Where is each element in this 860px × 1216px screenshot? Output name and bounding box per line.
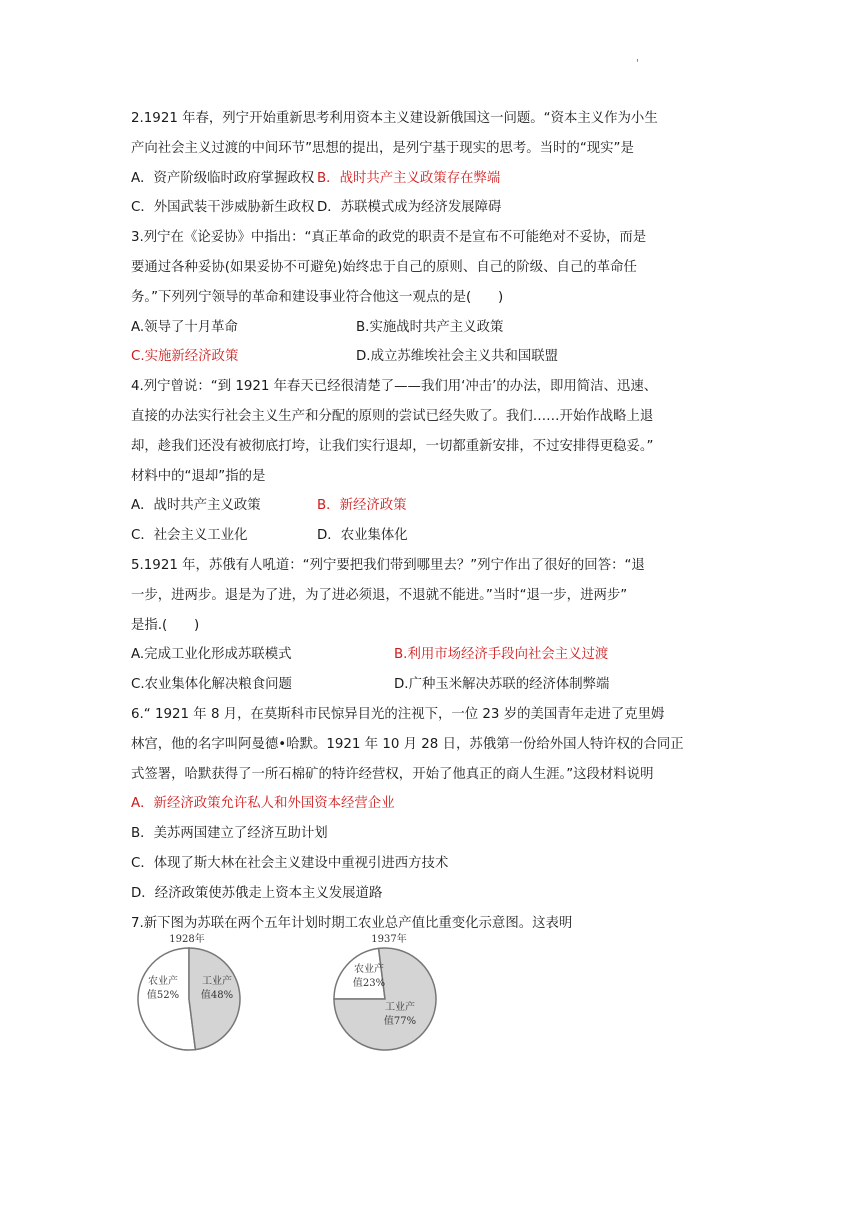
- question-text: 2.1921 年春，列宁开始重新思考利用资本主义建设新俄国这一问题。“资本主义作为小生: [131, 111, 658, 126]
- pie-slice-label: 值77%: [383, 1016, 417, 1027]
- option-b-answer: B．新经济政策: [317, 498, 407, 514]
- option-a: A.完成工业化形成苏联模式: [131, 647, 292, 663]
- pie-title: 1937年: [371, 934, 407, 945]
- question-text: 6.“ 1921 年 8 月，在莫斯科市民惊异目光的注视下，一位 23 岁的美国青年走进了克里姆: [131, 706, 665, 722]
- question-text: 7.新下图为苏联在两个五年计划时期工农业总产值比重变化示意图。这表明: [131, 915, 573, 931]
- pie-slice-label: 工业产: [385, 1002, 415, 1013]
- option-d: D．农业集体化: [317, 528, 408, 544]
- pie-charts: [131, 930, 451, 1060]
- option-a: A.领导了十月革命: [131, 319, 238, 335]
- options-row: [131, 342, 731, 372]
- option-c-answer: C.实施新经济政策: [131, 349, 239, 365]
- pie-slice-label: 值23%: [352, 978, 386, 989]
- option-b: B．美苏两国建立了经济互助计划: [131, 826, 328, 842]
- question-text: 3.列宁在《论妥协》中指出：“真正革命的政党的职责不是宣布不可能绝对不妥协，而是: [131, 230, 647, 246]
- option-c: C.农业集体化解决粮食问题: [131, 677, 292, 693]
- question-text: 务。”下列列宁领导的革命和建设事业符合他这一观点的是( ): [131, 289, 504, 305]
- options-row: [131, 313, 731, 343]
- pie-slice-label: 农业产: [148, 976, 178, 987]
- pie-slice-label: 工业产: [202, 976, 232, 987]
- option-d: D.广种玉米解决苏联的经济体制弊端: [394, 677, 610, 693]
- option-c: C．社会主义工业化: [131, 528, 248, 544]
- question-3: [131, 223, 731, 372]
- question-text: 5.1921 年，苏俄有人吼道：“列宁要把我们带到哪里去？”列宁作出了很好的回答：“退: [131, 557, 645, 573]
- options-row: [131, 670, 731, 700]
- option-b-answer: B．战时共产主义政策存在弊端: [317, 170, 501, 186]
- question-text: 材料中的“退却”指的是: [131, 468, 266, 484]
- options-row: [131, 193, 731, 223]
- pie-slice-label: 农业产: [354, 964, 384, 975]
- option-d: D．苏联模式成为经济发展障碍: [317, 200, 502, 216]
- option-a-answer: A．新经济政策允许私人和外国资本经营企业: [131, 796, 395, 812]
- question-text: 一步，进两步。退是为了进，为了进必须退，不退就不能进。”当时“退一步，进两步”: [131, 587, 628, 603]
- option-a: A．资产阶级临时政府掌握政权: [131, 170, 315, 186]
- option-d: D．经济政策使苏俄走上资本主义发展道路: [131, 885, 383, 901]
- question-text: 是指.( ): [131, 617, 200, 633]
- question-text: 直接的办法实行社会主义生产和分配的原则的尝试已经失败了。我们……开始作战略上退: [131, 408, 654, 424]
- question-2: [131, 104, 731, 223]
- option-a: A．战时共产主义政策: [131, 498, 261, 514]
- option-b-answer: B.利用市场经济手段向社会主义过渡: [394, 647, 609, 663]
- top-mark: ': [636, 58, 639, 69]
- question-text: 要通过各种妥协(如果妥协不可避免)始终忠于自己的原则、自己的阶级、自己的革命任: [131, 259, 637, 275]
- question-6: [131, 700, 731, 909]
- pie-charts-svg: [131, 930, 451, 1060]
- options-row: [131, 640, 731, 670]
- pie-slice-label: 值52%: [146, 990, 180, 1001]
- option-c: C．体现了斯大林在社会主义建设中重视引进西方技术: [131, 855, 449, 871]
- options-row: [131, 521, 731, 551]
- question-text: 式签署，哈默获得了一所石棉矿的特许经营权，开始了他真正的商人生涯。”这段材料说明: [131, 766, 654, 782]
- question-4: [131, 372, 731, 551]
- question-text: 林宫，他的名字叫阿曼德•哈默。1921 年 10 月 28 日，苏俄第一份给外国人特许权的合同正: [131, 736, 684, 752]
- options-row: [131, 164, 731, 194]
- pie-slice-label: 值48%: [200, 990, 234, 1001]
- question-text: 产向社会主义过渡的中间环节”思想的提出，是列宁基于现实的思考。当时的“现实”是: [131, 140, 634, 156]
- pie-title: 1928年: [169, 934, 205, 945]
- option-d: D.成立苏维埃社会主义共和国联盟: [356, 349, 559, 365]
- question-5: [131, 551, 731, 700]
- options-row: [131, 491, 731, 521]
- question-list: [131, 104, 731, 938]
- option-b: B.实施战时共产主义政策: [356, 319, 504, 335]
- question-text: 却，趁我们还没有被彻底打垮，让我们实行退却，一切都重新安排，不过安排得更稳妥。”: [131, 438, 654, 454]
- question-text: 4.列宁曾说：“到 1921 年春天已经很清楚了——我们用‘冲击’的办法，即用简洁、迅速、: [131, 379, 658, 395]
- option-c: C．外国武装干涉威胁新生政权: [131, 200, 315, 216]
